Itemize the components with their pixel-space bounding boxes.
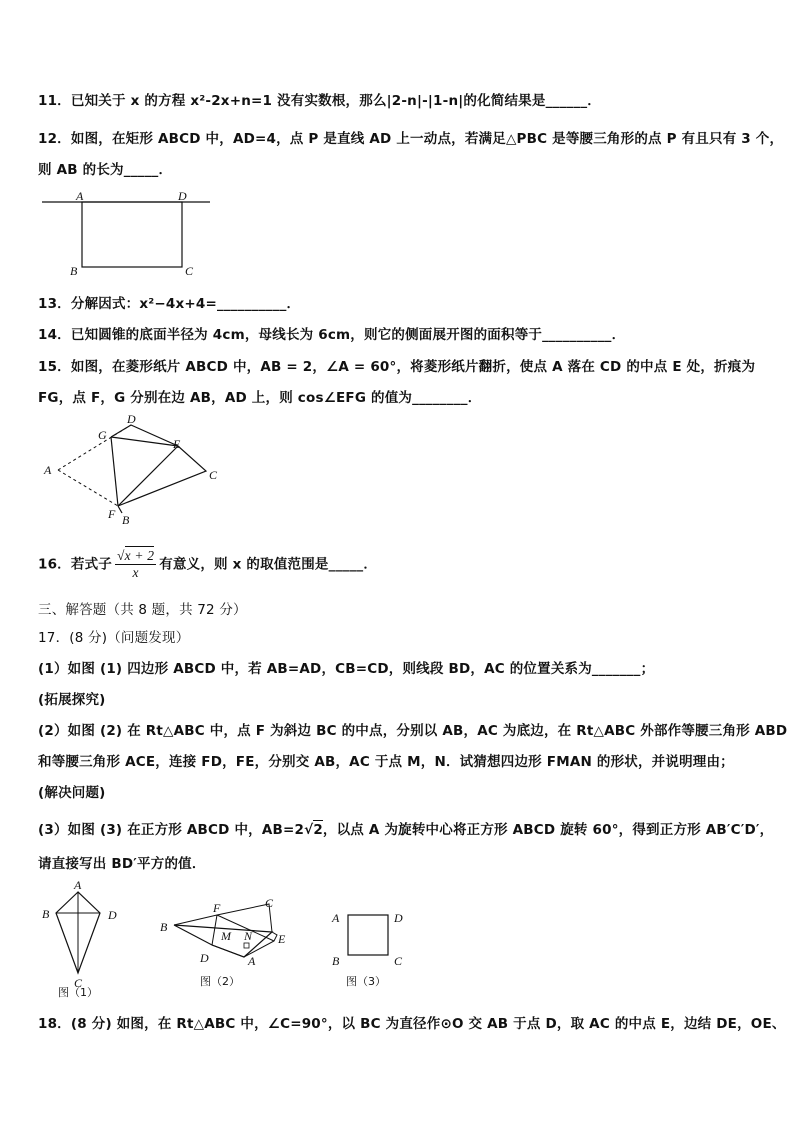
section-title: 三、解答题（共 8 题，共 72 分）: [38, 602, 247, 618]
question-16-prefix: 16．若式子: [38, 556, 112, 573]
caption-1: 图（1）: [58, 986, 98, 999]
label-e: E: [278, 932, 286, 946]
figure-2-triangles: [152, 895, 302, 995]
label-b: B: [122, 513, 130, 527]
question-16-suffix: 有意义，则 x 的取值范围是_____．: [159, 556, 378, 573]
question-11: 11．已知关于 x 的方程 x²-2x+n=1 没有实数根，那么|2-n|-|1-n|的化简结果是______．: [38, 93, 601, 109]
figure-3-square: [328, 905, 418, 995]
fraction: $\frac{√x + 2}{x}$: [117, 548, 155, 580]
question-17-sub3: (解决问题): [38, 785, 106, 801]
label-b: B: [160, 920, 168, 934]
question-12-line1: 12．如图，在矩形 ABCD 中，AD=4，点 P 是直线 AD 上一动点，若满足△PBC 是等腰三角形的点 P 有且只有 3 个，: [38, 131, 784, 147]
question-17-part1: (1）如图 (1) 四边形 ABCD 中，若 AB=AD，CB=CD，则线段 BD，AC 的位置关系为_______；: [38, 661, 655, 677]
label-n: N: [244, 929, 253, 943]
label-f: F: [108, 507, 116, 521]
question-16: [38, 548, 377, 581]
label-c: C: [394, 954, 403, 968]
question-17-part3b: 请直接写出 BD′平方的值．: [38, 856, 206, 872]
label-a: A: [332, 911, 340, 925]
figure-1-kite: [38, 878, 128, 998]
question-12-line2: 则 AB 的长为_____．: [38, 162, 173, 178]
question-15-line2: FG，点 F，G 分别在边 AB，AD 上，则 cos∠EFG 的值为________．: [38, 390, 482, 406]
question-17-sub2: (拓展探究): [38, 692, 106, 708]
rectangle-figure: [38, 186, 228, 281]
question-17-part2b: 和等腰三角形 ACE，连接 FD，FE，分别交 AB，AC 于点 M，N．试猜想四边形 FMAN 的形状，并说明理由；: [38, 754, 734, 770]
label-e: E: [173, 437, 181, 451]
rhombus-figure: [38, 410, 238, 528]
label-a: A: [44, 463, 52, 477]
question-17-part2a: (2）如图 (2) 在 Rt△ABC 中，点 F 为斜边 BC 的中点，分别以 AB，AC 为底边，在 Rt△ABC 外部作等腰三角形 ABD: [38, 723, 788, 739]
label-b: B: [70, 264, 78, 278]
label-g: G: [98, 428, 107, 442]
label-d: D: [200, 951, 209, 965]
label-d: D: [127, 412, 136, 426]
label-a: A: [76, 189, 84, 203]
label-a: A: [248, 954, 256, 968]
label-b: B: [332, 954, 340, 968]
question-18: 18．(8 分) 如图，在 Rt△ABC 中，∠C=90°，以 BC 为直径作⊙O 交 AB 于点 D，取 AC 的中点 E，边结 DE，OE、: [38, 1016, 786, 1032]
label-f: F: [213, 901, 221, 915]
label-d: D: [178, 189, 187, 203]
label-c: C: [185, 264, 194, 278]
label-b: B: [42, 907, 50, 921]
question-17-head: 17．(8 分)（问题发现）: [38, 630, 190, 646]
label-c: C: [265, 896, 274, 910]
question-13: 13．分解因式：x²−4x+4=__________．: [38, 296, 301, 312]
label-c: C: [209, 468, 218, 482]
question-17-part3a: (3）如图 (3) 在正方形 ABCD 中，AB=2√2，以点 A 为旋转中心将正方形 ABCD 旋转 60°，得到正方形 AB′C′D′，: [38, 822, 774, 838]
label-m: M: [221, 929, 231, 943]
label-a: A: [74, 878, 82, 892]
question-15-line1: 15．如图，在菱形纸片 ABCD 中，AB = 2，∠A = 60°，将菱形纸片翻折，使点 A 落在 CD 的中点 E 处，折痕为: [38, 359, 756, 375]
label-d: D: [108, 908, 117, 922]
label-c: C: [74, 976, 83, 990]
caption-2: 图（2）: [200, 975, 240, 988]
label-d: D: [394, 911, 403, 925]
question-14: 14．已知圆锥的底面半径为 4cm，母线长为 6cm，则它的侧面展开图的面积等于__________．: [38, 327, 626, 343]
caption-3: 图（3）: [346, 975, 386, 988]
